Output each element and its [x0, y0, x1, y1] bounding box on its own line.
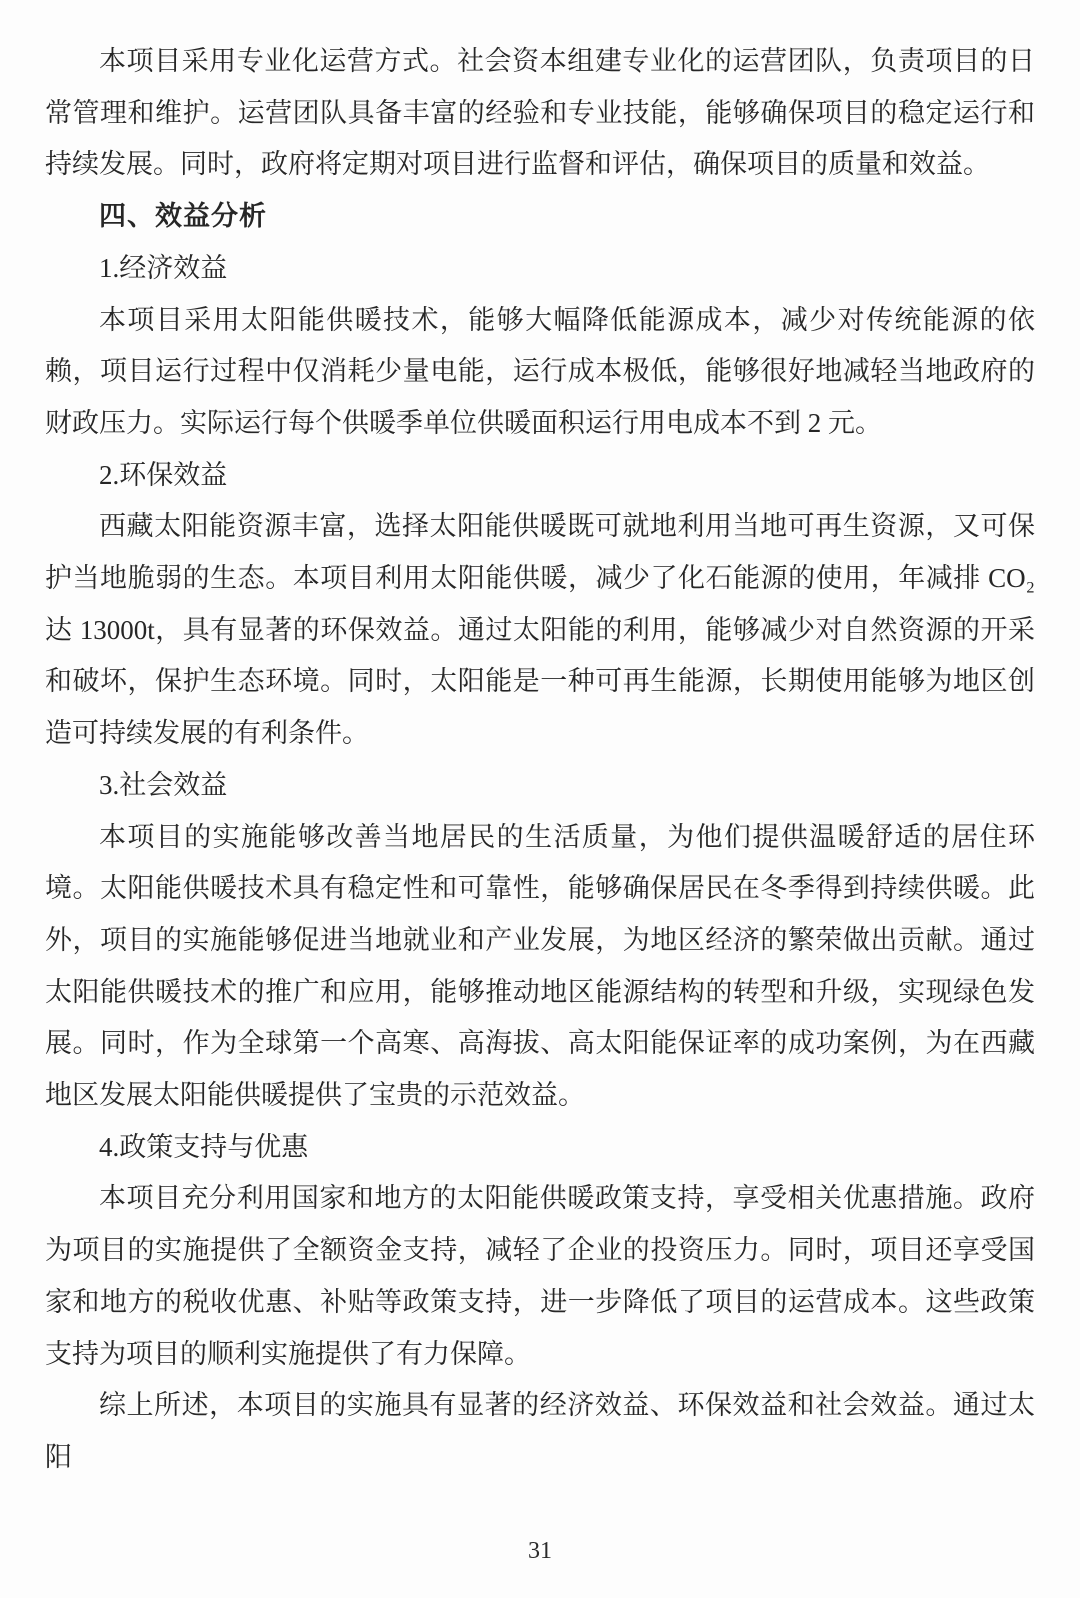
subsection-heading-policy-support: 4.政策支持与优惠	[99, 1131, 309, 1162]
paragraph-social-benefit: 本项目的实施能够改善当地居民的生活质量，为他们提供温暖舒适的居住环境。太阳能供暖技术具有稳定性和可靠性，能够确保居民在冬季得到持续供暖。此外，项目的实施能够促进当地就业和产业发展，为地区经济的繁荣做出贡献。通过太阳能供暖技术的推广和应用，能够推动地区能源结构的转型和升级，实现绿色发展。同时，作为全球第一个高寒、高海拔、高太阳能保证率的成功案例，为在西藏地区发展太阳能供暖提供了宝贵的示范效益。	[45, 821, 1035, 1111]
paragraph-policy-support: 本项目充分利用国家和地方的太阳能供暖政策支持，享受相关优惠措施。政府为项目的实施提供了全额资金支持，减轻了企业的投资压力。同时，项目还享受国家和地方的税收优惠、补贴等政策支持，进一步降低了项目的运营成本。这些政策支持为项目的顺利实施提供了有力保障。	[45, 1183, 1035, 1369]
subsection-heading-environmental-benefit: 2.环保效益	[99, 459, 228, 490]
subsection-heading-social-benefit: 3.社会效益	[99, 769, 228, 800]
subsection-heading-economic-benefit: 1.经济效益	[99, 252, 228, 283]
paragraph-environmental-benefit: 西藏太阳能资源丰富，选择太阳能供暖既可就地利用当地可再生资源，又可保护当地脆弱的生态。本项目利用太阳能供暖，减少了化石能源的使用，年减排 CO₂ 达 13000t，具有显著的环保效益。通过太阳能的利用，能够减少对自然资源的开采和破坏，保护生态环境。同时，太阳能是一种可再生能源，长期使用能够为地区创造可持续发展的有利条件。	[45, 511, 1035, 749]
paragraph-economic-benefit: 本项目采用太阳能供暖技术，能够大幅降低能源成本，减少对传统能源的依赖，项目运行过程中仅消耗少量电能，运行成本极低，能够很好地减轻当地政府的财政压力。实际运行每个供暖季单位供暖面积运行用电成本不到 2 元。	[45, 304, 1035, 438]
paragraph-operations-continuation: 本项目采用专业化运营方式。社会资本组建专业化的运营团队，负责项目的日常管理和维护。运营团队具备丰富的经验和专业技能，能够确保项目的稳定运行和持续发展。同时，政府将定期对项目进行监督和评估，确保项目的质量和效益。	[45, 46, 1035, 180]
document-body	[45, 36, 1035, 1484]
page-number: 31	[528, 1538, 552, 1564]
paragraph-summary-truncated: 综上所述，本项目的实施具有显著的经济效益、环保效益和社会效益。通过太阳	[45, 1390, 1035, 1472]
section-heading-benefit-analysis: 四、效益分析	[99, 201, 267, 233]
